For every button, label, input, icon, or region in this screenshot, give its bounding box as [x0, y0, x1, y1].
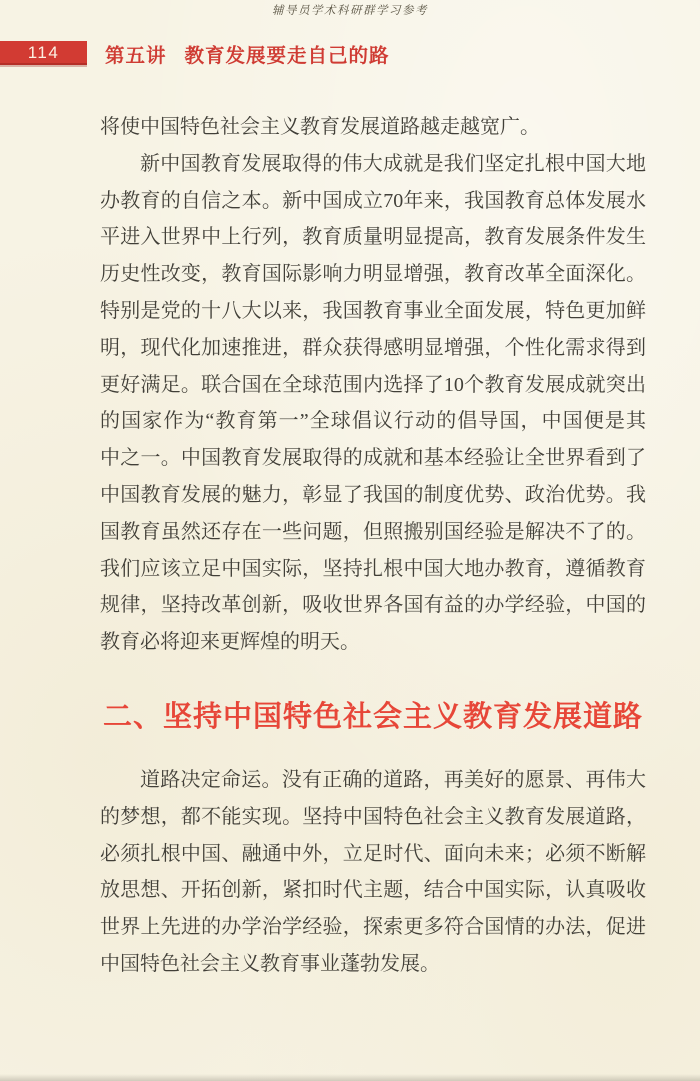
body-text-line: 历史性改变，教育国际影响力明显增强，教育改革全面深化。	[100, 263, 646, 286]
body-text-line: 道路决定命运。没有正确的道路，再美好的愿景、再伟大	[140, 769, 646, 791]
body-text-line: 中国特色社会主义教育事业蓬勃发展。	[100, 952, 440, 975]
body-text-line: 更好满足。联合国在全球范围内选择了10个教育发展成就突出	[100, 373, 646, 396]
body-text-line: 将使中国特色社会主义教育发展道路越走越宽广。	[100, 116, 540, 138]
body-text-block	[100, 109, 646, 661]
body-text-line: 教育必将迎来更辉煌的明天。	[100, 631, 360, 654]
body-text-line: 中之一。中国教育发展取得的成就和基本经验让全世界看到了	[100, 447, 646, 470]
chapter-label: 第五讲	[105, 45, 167, 67]
chapter-heading	[105, 42, 390, 66]
page-number-badge: 114	[0, 41, 87, 65]
chapter-title: 教育发展要走自己的路	[184, 45, 390, 67]
top-watermark-text: 辅导员学术科研群学习参考	[272, 3, 428, 17]
page-bottom-edge-shadow	[0, 1074, 700, 1081]
body-text-line: 特别是党的十八大以来，我国教育事业全面发展，特色更加鲜	[100, 299, 646, 322]
body-text-line: 办教育的自信之本。新中国成立70年来，我国教育总体发展水	[100, 189, 646, 212]
body-text-line: 规律，坚持改革创新，吸收世界各国有益的办学经验，中国的	[100, 594, 646, 617]
body-text-line: 明，现代化加速推进，群众获得感明显增强，个性化需求得到	[100, 336, 646, 359]
body-text-line: 的国家作为“教育第一”全球倡议行动的倡导国，中国便是其	[100, 410, 646, 433]
body-text-line: 国教育虽然还存在一些问题，但照搬别国经验是解决不了的。	[100, 520, 646, 543]
body-text-line: 中国教育发展的魅力，彰显了我国的制度优势、政治优势。我	[100, 483, 646, 506]
body-text-line: 新中国教育发展取得的伟大成就是我们坚定扎根中国大地	[140, 152, 646, 175]
body-text-line: 必须扎根中国、融通中外，立足时代、面向未来；必须不断解	[100, 842, 646, 865]
body-text-line: 世界上先进的办学治学经验，探索更多符合国情的办法，促进	[100, 916, 646, 939]
body-text-line: 放思想、开拓创新，紧扣时代主题，结合中国实际，认真吸收	[100, 879, 646, 902]
body-text-line: 我们应该立足中国实际，坚持扎根中国大地办教育，遵循教育	[100, 557, 646, 580]
body-text-block	[100, 762, 646, 983]
body-text-line: 的梦想，都不能实现。坚持中国特色社会主义教育发展道路，	[100, 805, 646, 828]
section-heading: 二、坚持中国特色社会主义教育发展道路	[102, 701, 643, 733]
body-text-line: 平进入世界中上行列，教育质量明显提高，教育发展条件发生	[100, 226, 646, 249]
